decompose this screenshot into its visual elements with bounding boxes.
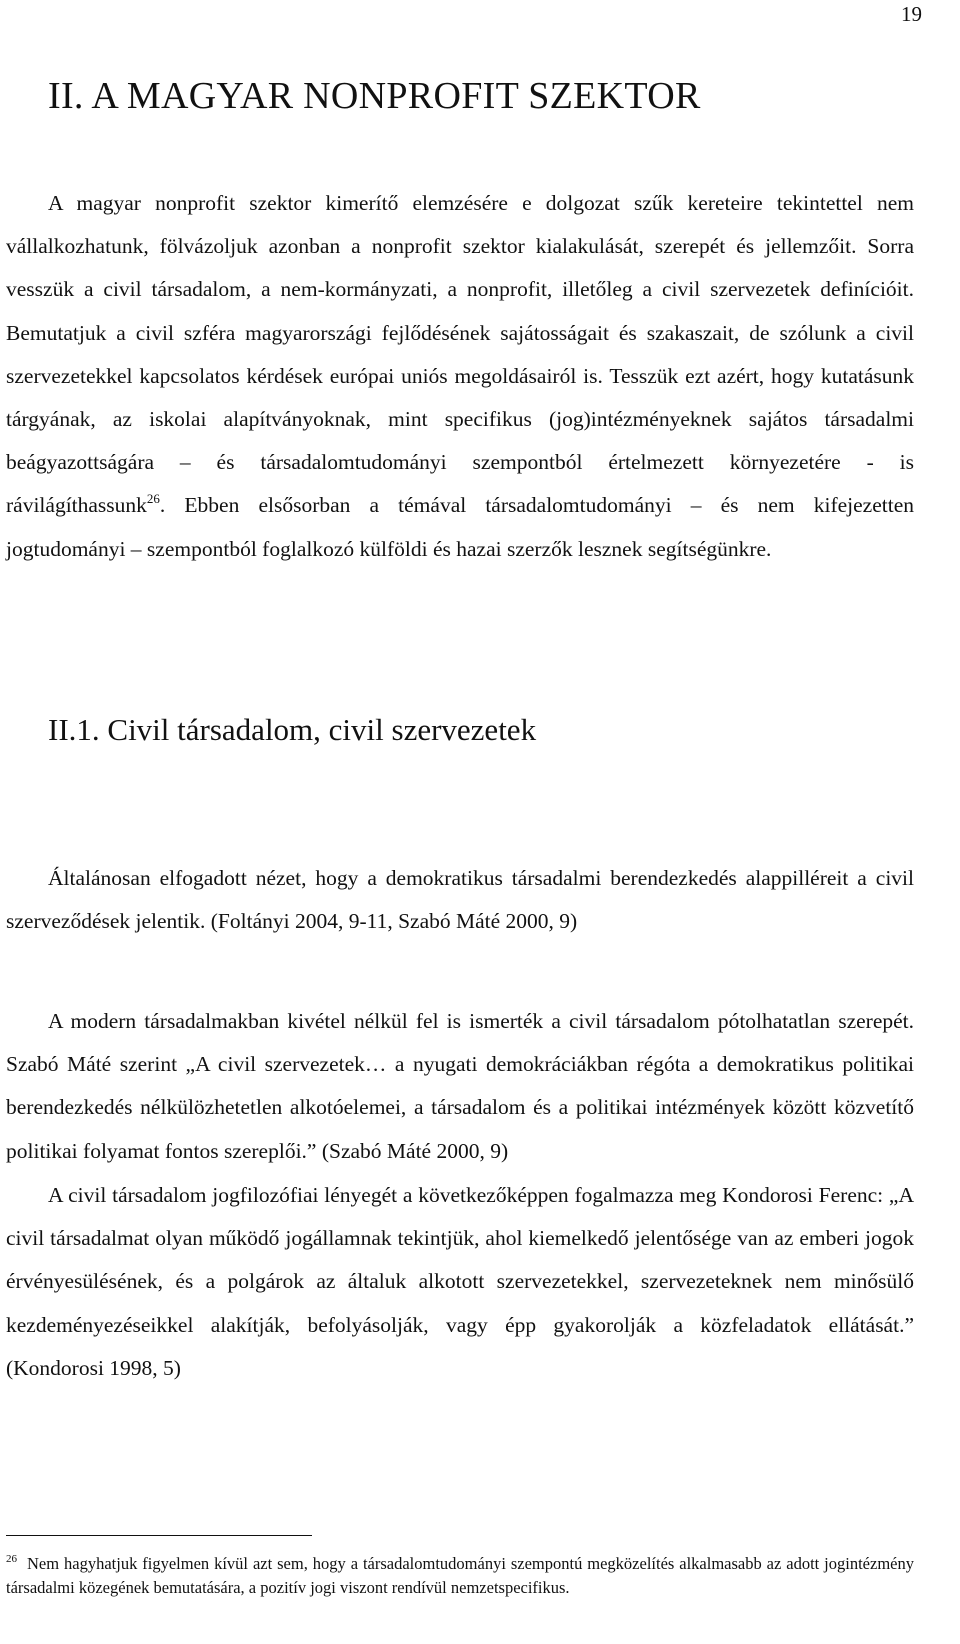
section-title: II.1. Civil társadalom, civil szervezetek (48, 712, 537, 747)
body-paragraph-2: A modern társadalmakban kivétel nélkül fel is ismerték a civil társadalom pótolhatatlan szerepét. Szabó Máté szerint „A civil szervezetek… a nyugati demokráciákban régóta a demokratikus politikai berendezkedés nélkülözhetetlen alkotóelemei, a társadalom és a politikai intézmények között közvetítő politikai folyamat fontos szereplői.” (Szabó Máté 2000, 9) (6, 1009, 914, 1163)
page-number: 19 (901, 2, 922, 26)
body-paragraph-3: A civil társadalom jogfilozófiai lényegét a következőképpen fogalmazza meg Kondorosi Ferenc: „A civil társadalmat olyan működő jogállamnak tekintjük, ahol kiemelkedő jelentősége van az emberi jogok érvényesülésének, és a polgárok az általuk alkotott szervezetekkel, szervezeteknek nem minősülő kezdeményezéseikkel alakítják, befolyásolják, vagy épp gyakorolják a közfeladatok ellátását.” (Kondorosi 1998, 5) (6, 1183, 914, 1380)
footnote-text: Nem hagyhatjuk figyelmen kívül azt sem, hogy a társadalomtudományi szempontú megközelítés alkalmasabb az adott jogintézmény társadalmi közegének bemutatására, a pozitív jogi viszont rendívül nemzetspecifikus. (6, 1554, 914, 1597)
footnote (6, 1552, 914, 1600)
intro-paragraph-text-a: A magyar nonprofit szektor kimerítő elemzésére e dolgozat szűk kereteire tekintettel nem vállalkozhatunk, fölvázoljuk azonban a nonprofit szektor kialakulását, szerepét és jellemzőit. Sorra vesszük a civil társadalom, a nem-kormányzati, a nonprofit, illetőleg a civil szervezetek definícióit. Bemutatjuk a civil szféra magyarországi fejlődésének sajátosságait és szakaszait, de szólunk a civil szervezetekkel kapcsolatos kérdések európai uniós megoldásairól is. Tesszük ezt azért, hogy kutatásunk tárgyának, az iskolai alapítványoknak, mint specifikus (jog)intézményeknek sajátos társadalmi beágyazottságára – és társadalomtudományi szempontból értelmezett környezetére - is rávilágíthassunk (6, 191, 914, 518)
intro-paragraph-text-b: . Ebben elsősorban a témával társadalomtudományi – és nem kifejezetten jogtudományi – szempontból foglalkozó külföldi és hazai szerzők lesznek segítségünkre. (6, 493, 914, 561)
body-paragraph-1: Általánosan elfogadott nézet, hogy a demokratikus társadalmi berendezkedés alappilléreit a civil szerveződések jelentik. (Foltányi 2004, 9-11, Szabó Máté 2000, 9) (6, 866, 914, 934)
intro-paragraph (6, 182, 914, 571)
footnote-reference[interactable]: 26 (146, 491, 160, 507)
chapter-title: II. A MAGYAR NONPROFIT SZEKTOR (48, 75, 701, 117)
footnote-number: 26 (6, 1553, 17, 1565)
footnote-divider (6, 1535, 312, 1536)
